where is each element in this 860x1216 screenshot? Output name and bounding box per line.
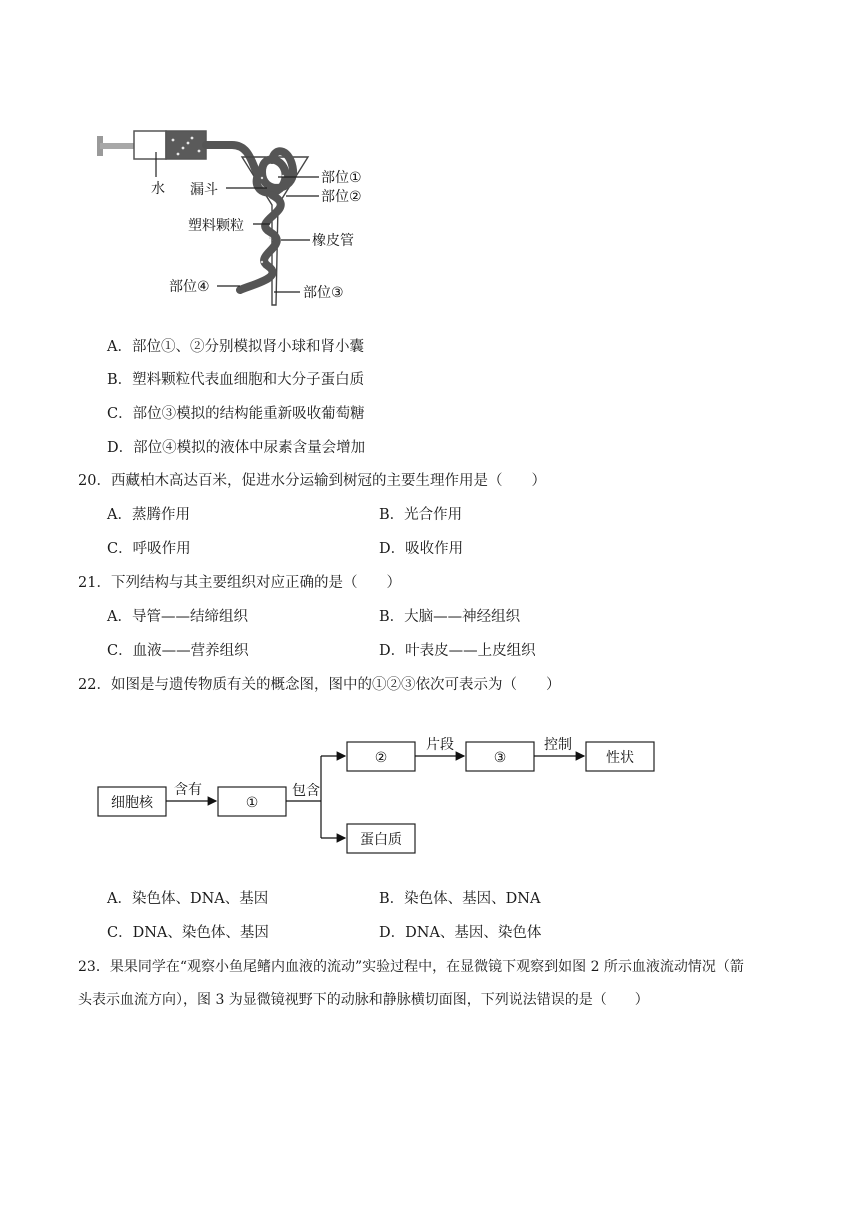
q21-option-b: B．大脑——神经组织 (379, 609, 521, 625)
q21-option-c: C．血液——营养组织 (107, 643, 249, 659)
q22-option-c: C．DNA、染色体、基因 (107, 925, 269, 941)
node-trait: 性状 (606, 750, 634, 766)
label-funnel: 漏斗 (190, 182, 218, 198)
label-plastic-particles: 塑料颗粒 (188, 218, 244, 234)
edge-label-includes: 包含 (292, 783, 320, 799)
q20-option-a: A．蒸腾作用 (107, 507, 190, 523)
q23-stem-line2: 头表示血流方向），图 3 为显微镜视野下的动脉和静脉横切面图，下列说法错误的是（ ） (78, 992, 649, 1008)
syringe-rod (100, 143, 136, 149)
q21-option-a: A．导管——结缔组织 (107, 609, 248, 625)
q19-option-b: B．塑料颗粒代表血细胞和大分子蛋白质 (107, 372, 365, 388)
label-part1: 部位① (321, 170, 362, 186)
q22-option-a: A．染色体、DNA、基因 (107, 891, 269, 907)
node-nucleus: 细胞核 (111, 795, 153, 811)
label-part2: 部位② (321, 189, 362, 205)
kidney-model-figure (0, 0, 860, 320)
label-rubber-tube: 橡皮管 (312, 233, 354, 249)
q23-stem-line1: 23．果果同学在“观察小鱼尾鳍内血液的流动”实验过程中，在显微镜下观察到如图 2 所示血液流动情况（箭 (78, 959, 744, 975)
q21-stem: 21．下列结构与其主要组织对应正确的是（ ） (78, 575, 401, 591)
q19-option-a: A．部位①、②分别模拟肾小球和肾小囊 (107, 339, 364, 355)
node-2: ② (374, 750, 388, 766)
label-part3: 部位③ (303, 285, 344, 301)
edge-label-contains: 含有 (174, 782, 202, 798)
q22-option-d: D．DNA、基因、染色体 (379, 925, 542, 941)
node-1: ① (245, 795, 259, 811)
label-water: 水 (151, 181, 165, 197)
edge-label-segment: 片段 (426, 737, 454, 753)
q19-option-c: C．部位③模拟的结构能重新吸收葡萄糖 (107, 406, 365, 422)
q20-stem: 20．西藏柏木高达百米，促进水分运输到树冠的主要生理作用是（ ） (78, 473, 546, 489)
node-3: ③ (493, 750, 507, 766)
q20-option-c: C．呼吸作用 (107, 541, 191, 557)
syringe-barrel-empty (134, 131, 166, 159)
q19-option-d: D．部位④模拟的液体中尿素含量会增加 (107, 440, 366, 456)
q20-option-b: B．光合作用 (379, 507, 463, 523)
q21-option-d: D．叶表皮——上皮组织 (379, 643, 536, 659)
q22-stem: 22．如图是与遗传物质有关的概念图，图中的①②③依次可表示为（ ） (78, 677, 561, 693)
node-protein: 蛋白质 (360, 832, 402, 848)
label-part4: 部位④ (169, 279, 210, 295)
edge-label-control: 控制 (544, 737, 572, 753)
rubber-tube-coil (240, 195, 281, 290)
syringe-water (166, 131, 206, 159)
q20-option-d: D．吸收作用 (379, 541, 464, 557)
q22-option-b: B．染色体、基因、DNA (379, 891, 541, 907)
genetic-concept-map (0, 720, 860, 880)
